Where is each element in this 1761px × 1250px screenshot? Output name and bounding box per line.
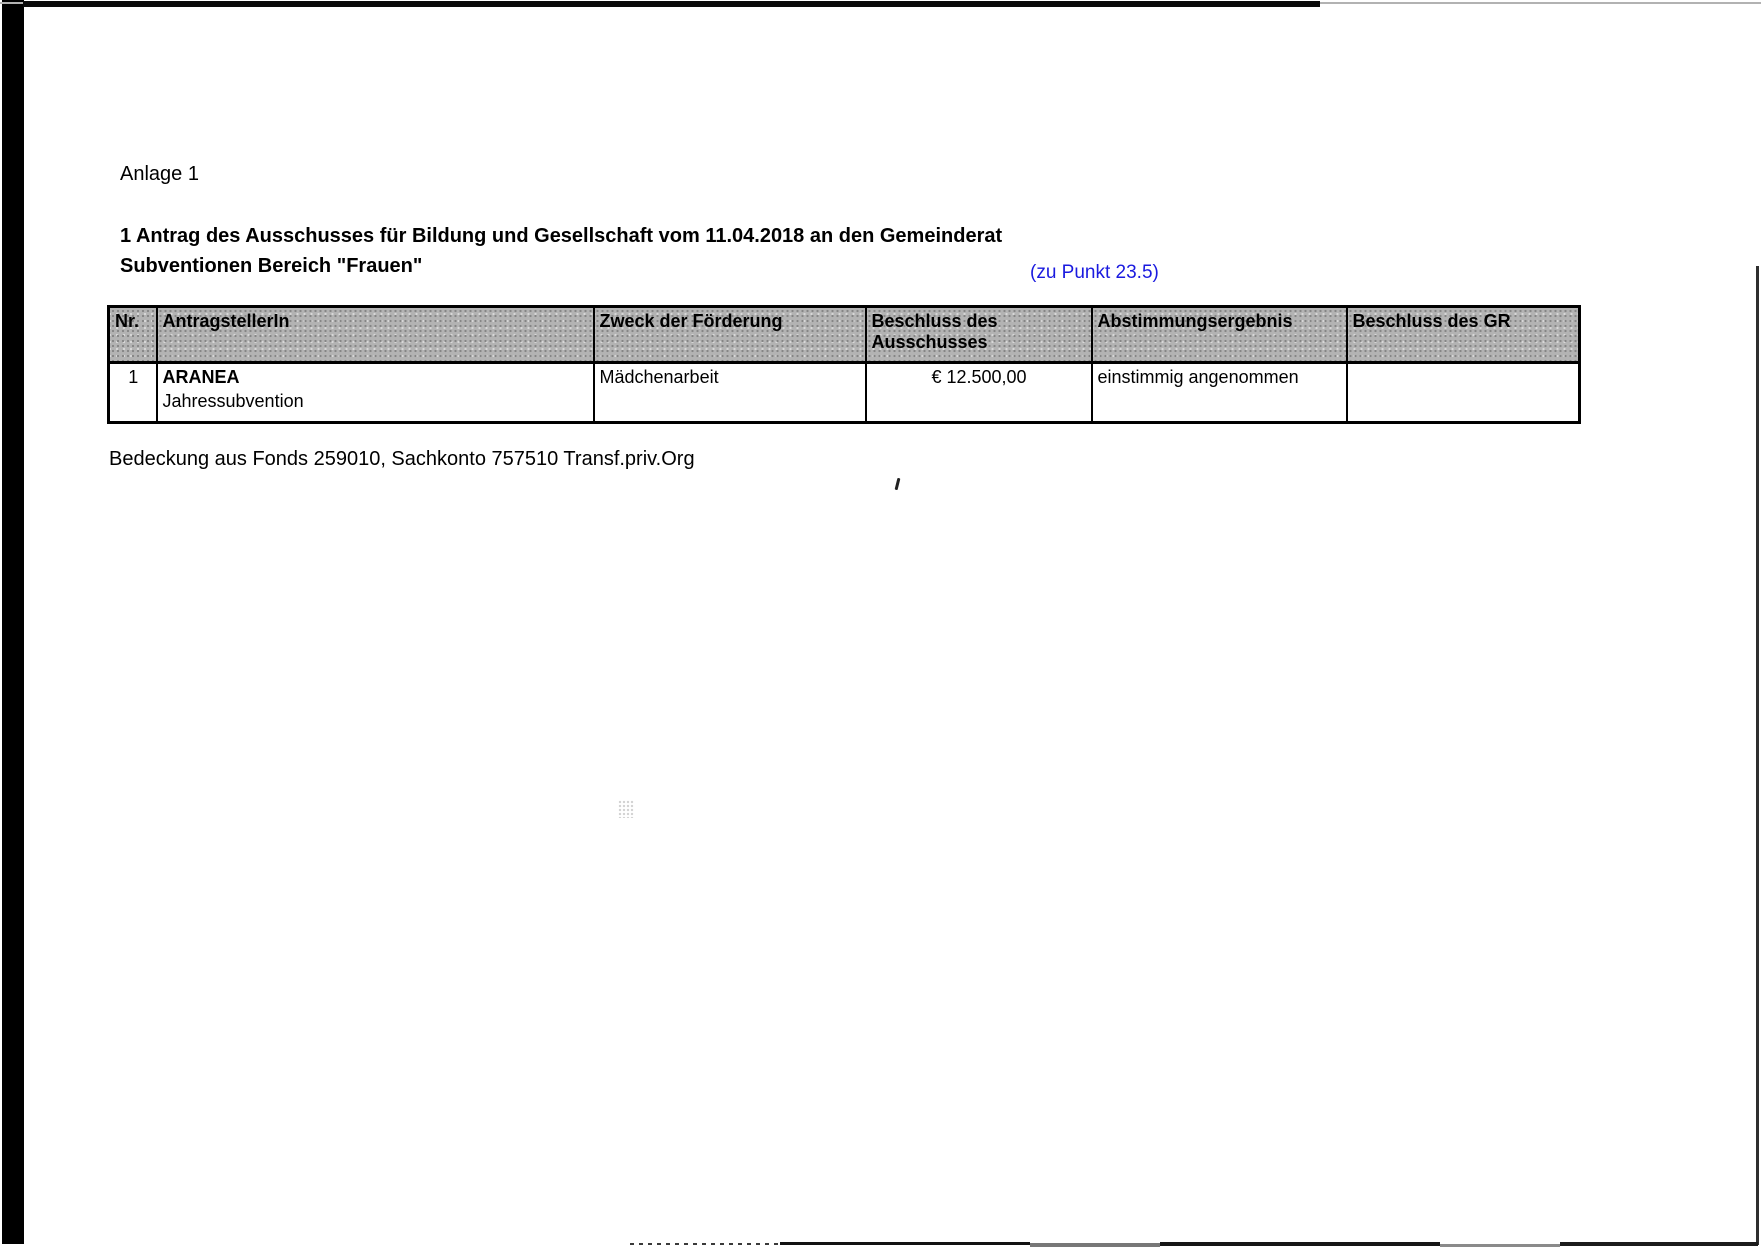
cell-beschluss-gr [1347, 363, 1580, 423]
col-header-zweck: Zweck der Förderung [594, 307, 866, 363]
cell-nr: 1 [109, 363, 157, 423]
subventionen-table [107, 305, 1581, 424]
col-header-abstimmungsergebnis: Abstimmungsergebnis [1092, 307, 1347, 363]
funding-note: Bedeckung aus Fonds 259010, Sachkonto 757510 Transf.priv.Org [109, 448, 695, 470]
antragsteller-zusatz: Jahressubvention [162, 391, 304, 411]
agenda-point-reference: (zu Punkt 23.5) [1030, 262, 1159, 283]
anlage-label: Anlage 1 [120, 163, 199, 185]
col-header-beschluss-gr: Beschluss des GR [1347, 307, 1580, 363]
scan-artifact-bottom-line-segment [1440, 1244, 1560, 1247]
scan-artifact-smudge [618, 800, 634, 818]
heading-line-2: Subventionen Bereich "Frauen" [120, 255, 423, 277]
cell-zweck: Mädchenarbeit [594, 363, 866, 423]
cell-abstimmungsergebnis: einstimmig angenommen [1092, 363, 1347, 423]
scan-artifact-bottom-line-segment [780, 1242, 1030, 1245]
col-header-antragstellerin: AntragstellerIn [157, 307, 594, 363]
scan-artifact-right-edge-line [1756, 266, 1759, 1245]
scan-artifact-top-black-line [23, 1, 1320, 7]
scan-artifact-bottom-line-dotted [630, 1243, 780, 1245]
antragsteller-name: ARANEA [162, 367, 240, 387]
document-heading [120, 221, 1002, 281]
scan-artifact-bottom-line-segment [1560, 1242, 1758, 1246]
scan-artifact-bottom-line-segment [1030, 1243, 1160, 1247]
cell-antragsteller [157, 363, 594, 423]
col-header-beschluss-ausschuss: Beschluss des Ausschusses [866, 307, 1092, 363]
cell-beschluss-ausschuss: € 12.500,00 [866, 363, 1092, 423]
scan-artifact-left-bar [2, 0, 24, 1244]
col-header-nr: Nr. [109, 307, 157, 363]
table-row [109, 363, 1580, 423]
scan-artifact-bottom-line-segment [1160, 1242, 1440, 1246]
table-header-row [109, 307, 1580, 363]
scan-artifact-tick-mark [895, 478, 901, 490]
heading-line-1: 1 Antrag des Ausschusses für Bildung und Gesellschaft vom 11.04.2018 an den Gemeinderat [120, 225, 1003, 247]
